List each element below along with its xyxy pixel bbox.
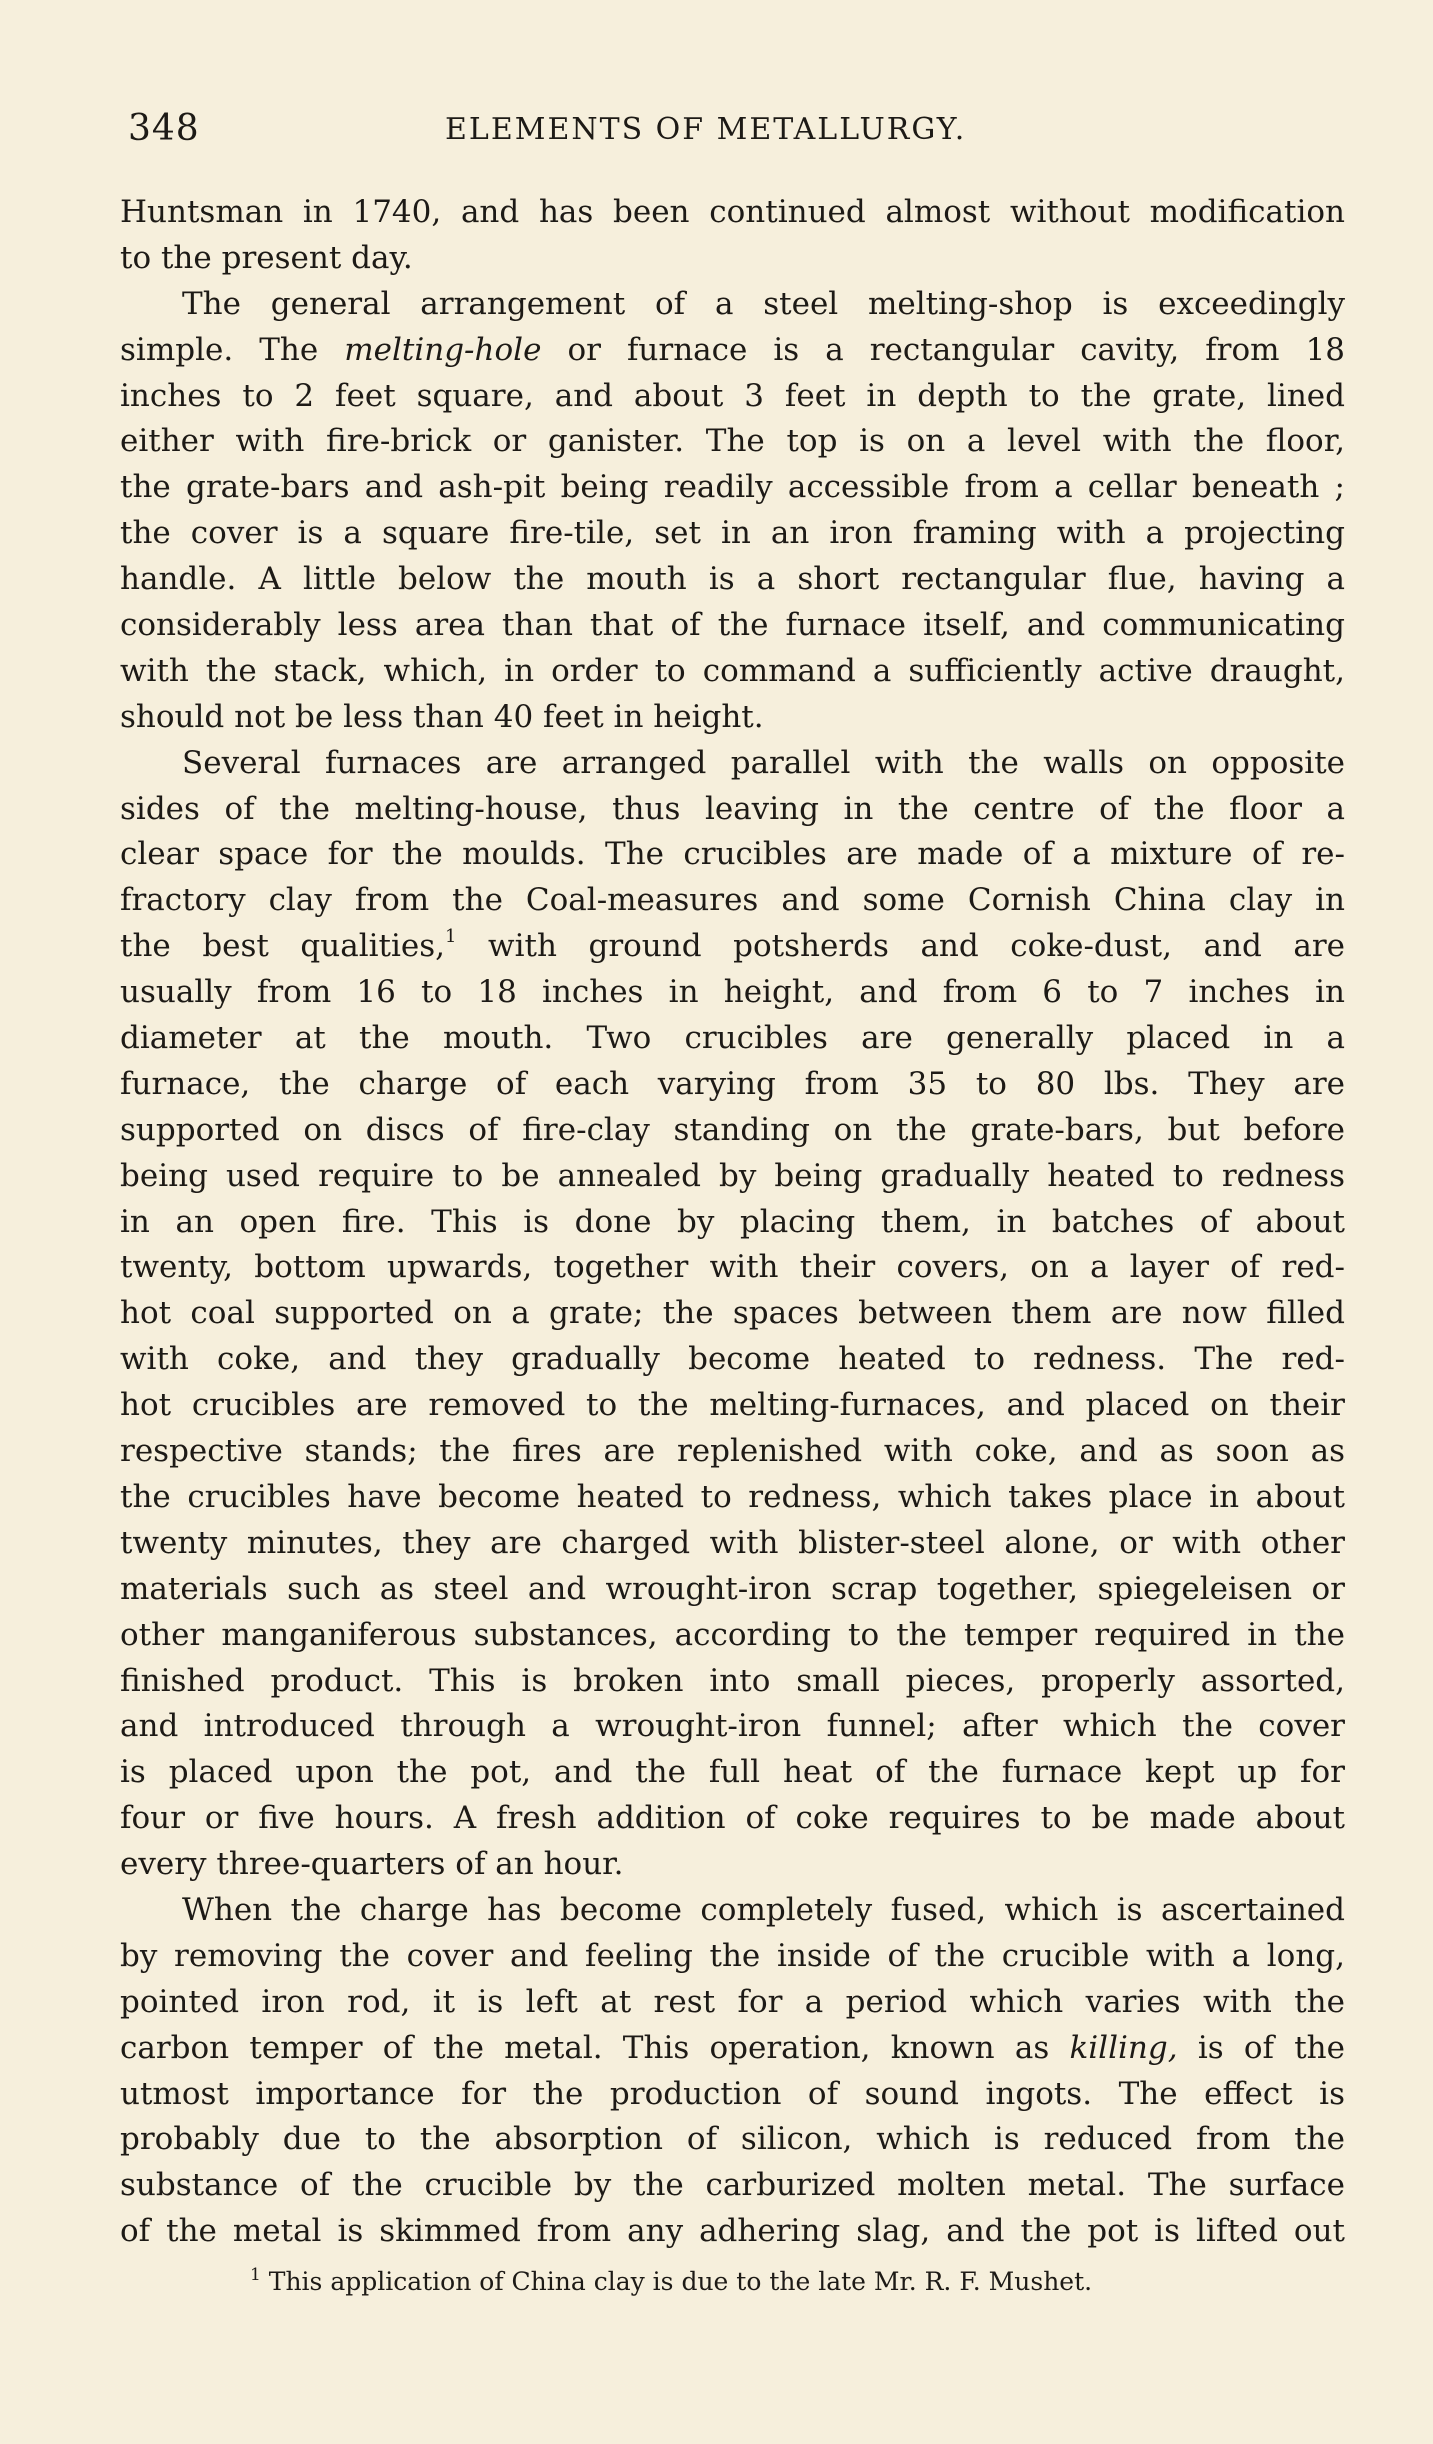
paragraph-start-line: When the charge has become completely fused, which is ascertained <box>182 1891 1345 1928</box>
text-line: the crucibles have become heated to redness, which takes place in about <box>120 1478 1345 1515</box>
paragraph-start-line: Several furnaces are arranged parallel with the walls on opposite <box>182 744 1345 781</box>
book-page <box>120 108 1345 2299</box>
text-line: either with fire-brick or ganister. The top is on a level with the floor, <box>120 423 1345 460</box>
text-line: finished product. This is broken into small pieces, properly assorted, <box>120 1662 1345 1699</box>
footnote-text: This application of China clay is due to the late Mr. R. F. Mushet. <box>260 2267 1093 2297</box>
text-line: supported on discs of fire-clay standing on the grate-bars, but before <box>120 1111 1345 1148</box>
footnote-marker: 1 <box>445 926 457 948</box>
text-line: probably due to the absorption of silicon, which is reduced from the <box>120 2121 1345 2158</box>
text-line: with the stack, which, in order to command a sufficiently active draught, <box>120 652 1345 689</box>
italic-term: melting-hole <box>344 331 542 368</box>
text-line: the grate-bars and ash-pit being readily accessible from a cellar beneath ; <box>120 469 1345 506</box>
text-line: in an open fire. This is done by placing them, in batches of about <box>120 1203 1345 1240</box>
text-line: by removing the cover and feeling the inside of the crucible with a long, <box>120 1937 1345 1974</box>
text-line: hot crucibles are removed to the melting-furnaces, and placed on their <box>120 1387 1345 1424</box>
text-line: every three-quarters of an hour. <box>120 1846 624 1883</box>
body-text <box>120 190 1345 2255</box>
text-line: twenty, bottom upwards, together with their covers, on a layer of red- <box>120 1249 1345 1286</box>
text-line: respective stands; the fires are replenished with coke, and as soon as <box>120 1433 1345 1470</box>
text-line: twenty minutes, they are charged with blister-steel alone, or with other <box>120 1524 1345 1561</box>
text-line: is placed upon the pot, and the full heat of the furnace kept up for <box>120 1754 1345 1791</box>
text-line: fractory clay from the Coal-measures and some Cornish China clay in <box>120 882 1345 919</box>
text-line: being used require to be annealed by being gradually heated to redness <box>120 1157 1345 1194</box>
text-line: diameter at the mouth. Two crucibles are generally placed in a <box>120 1020 1345 1057</box>
text-line: carbon temper of the metal. This operation, known as killing, is of the <box>120 2029 1345 2066</box>
text-line: and introduced through a wrought-iron funnel; after which the cover <box>120 1708 1345 1745</box>
page-number: 348 <box>128 108 200 149</box>
text-line: materials such as steel and wrought-iron scrap together, spiegeleisen or <box>120 1570 1345 1607</box>
text-line: furnace, the charge of each varying from 35 to 80 lbs. They are <box>120 1065 1345 1102</box>
text-line: handle. A little below the mouth is a short rectangular flue, having a <box>120 561 1345 598</box>
text-line: hot coal supported on a grate; the spaces between them are now filled <box>120 1295 1345 1332</box>
text-line: inches to 2 feet square, and about 3 feet in depth to the grate, lined <box>120 377 1345 414</box>
text-line: considerably less area than that of the furnace itself, and communicating <box>120 607 1345 644</box>
running-title: ELEMENTS OF METALLURGY. <box>445 112 967 147</box>
text-line: other manganiferous substances, according to the temper required in the <box>120 1616 1345 1653</box>
paragraph-start-line: The general arrangement of a steel melting-shop is exceedingly <box>182 285 1345 322</box>
text-line: should not be less than 40 feet in height. <box>120 698 764 735</box>
italic-term: killing, <box>1069 2029 1178 2066</box>
text-line: Huntsman in 1740, and has been continued almost without modification <box>120 194 1345 230</box>
text-line: simple. The melting-hole or furnace is a rectangular cavity, from 18 <box>120 331 1345 368</box>
text-line: utmost importance for the production of sound ingots. The effect is <box>120 2075 1345 2112</box>
text-line: of the metal is skimmed from any adhering slag, and the pot is lifted out <box>120 2213 1345 2250</box>
text-line: four or five hours. A fresh addition of coke requires to be made about <box>120 1800 1345 1837</box>
text-line: to the present day. <box>120 239 413 276</box>
text-line: sides of the melting-house, thus leaving in the centre of the floor a <box>120 790 1345 827</box>
text-line: the cover is a square fire-tile, set in an iron framing with a projecting <box>120 515 1345 552</box>
text-line: clear space for the moulds. The crucibles are made of a mixture of re- <box>120 836 1345 873</box>
footnote-number: 1 <box>250 2265 261 2286</box>
text-line: substance of the crucible by the carburized molten metal. The surface <box>120 2167 1345 2204</box>
text-line: usually from 16 to 18 inches in height, and from 6 to 7 inches in <box>120 974 1345 1011</box>
text-line: pointed iron rod, it is left at rest for a period which varies with the <box>120 1983 1345 2020</box>
text-line: with coke, and they gradually become heated to redness. The red- <box>120 1341 1345 1378</box>
text-line: the best qualities,$^1$ with ground potsherds and coke-dust, and are <box>120 926 1345 965</box>
footnote <box>120 2265 1345 2299</box>
running-header <box>120 108 1345 168</box>
